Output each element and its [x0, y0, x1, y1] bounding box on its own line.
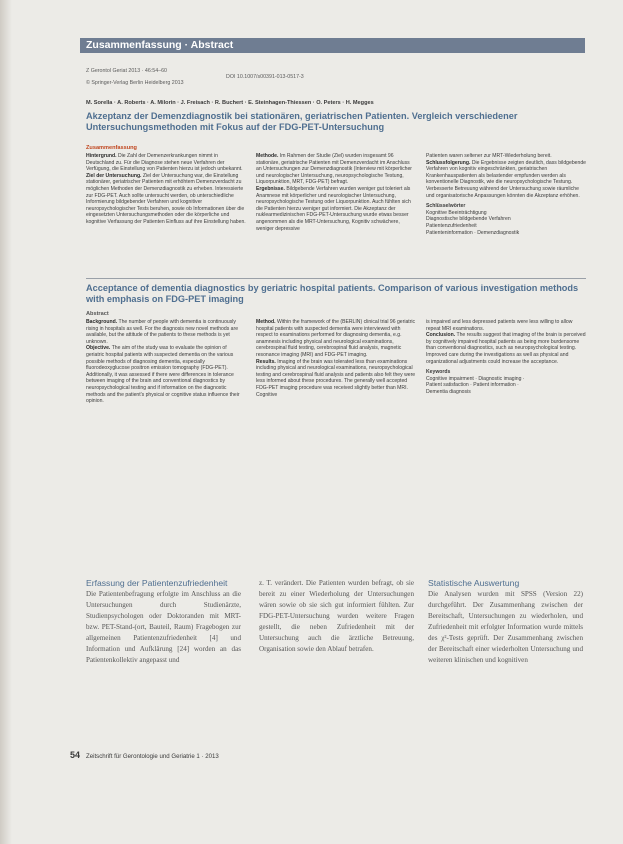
paragraph: Ergebnisse. Bildgebende Verfahren wurden weniger gut toleriert als Anamnese mit körperlicher und neurologischer Untersuchung, neuropsychologische Testung oder Liquorpunktion. Auch fühlten sich die Patienten hierzu weniger gut informiert. Die Akzeptanz der nuklearmedizinischen FDG-PET-Untersuchung wurde etwas besser angenommen als die MRT-Untersuchung, Kognitiv schwächere, weniger depressive [256, 185, 411, 232]
keyword-line: Cognitive impairment · Diagnostic imaging · [426, 375, 525, 382]
keyword-line: Diagnostische bildgebende Verfahren [426, 216, 511, 223]
paragraph: Ziel der Untersuchung. Ziel der Untersuchung war, die Einstellung stationärer, geriatrischer Patienten mit erhöhtem Demenzverdacht zu möglichen Methoden der Demenzdiagnostik zu erheben. Interessierte zur FDG-PET. Auch sollte untersucht werden, ob unterschiedliche Informierung bildgebender Verfahren und kognitiver neuropsychologischer Tests beruhen, sowie ob Informationen über die eingesetzten Untersuchungsmethoden oder die körperliche und kognitive Verfassung der Patienten Einfluss auf ihre Einstellung haben. [86, 172, 246, 225]
english-abstract-col-1 [86, 319, 246, 454]
paragraph: is impaired and less depressed patients were less willing to allow repeat MRI examinations. [426, 319, 573, 332]
english-section-heading: Abstract [86, 311, 109, 317]
keyword-line: Kognitive Beeinträchtigung [426, 209, 487, 216]
paragraph: Methode. Im Rahmen der Studie (Ziel) wurden insgesamt 96 stationäre, geriatrische Patienten mit Demenzverdacht im Anschluss an Untersuchungen zur Demenzdiagnostik (Interview mit körperlicher und neurologischer Untersuchung, neuropsychologische Testung, Liquorpunktion, MRT, FDG-PET) befragt. [256, 153, 412, 186]
body-heading: Statistische Auswertung [428, 578, 520, 588]
body-col-1 [86, 578, 241, 738]
paragraph: Background. The number of people with dementia is continuously rising in hospitals as well. For the diagnosis new novel methods are available, but the attitude of the patients to these methods is yet unknown. [86, 319, 239, 345]
paragraph: Results. Imaging of the brain was tolerated less than examinations including physical and neurological examinations, neuropsychological testing and cerebrospinal fluid analysis and patients also felt they were less informed about these procedures. The generally well accepted FDG-PET imaging procedure was received slightly better than MRI. Cognitive [256, 358, 416, 398]
author-list: M. Sorella · A. Roberts · A. Milorin · J. Freisach · R. Buchert · E. Steinhagen-Thiessen · O. Peters · H. Megges [86, 100, 374, 106]
body-paragraph: Die Analysen wurden mit SPSS (Version 22) durchgeführt. Der Zusammenhang zwischen der Bereitschaft, Untersuchungen zu wiederholen, und Zufriedenheit mit erfolgter Information wurde mittels des χ²-Tests geprüft. Der Zusammenhang zwischen der Bereitschaft einer wiederholten Untersuchung und weiteren klinischen und kognitiven [428, 590, 583, 664]
body-paragraph: z. T. verändert. Die Patienten wurden befragt, ob sie bereit zu einer Wiederholung der Untersuchungen wären sowie ob sie sich gut informiert fühlten. Zur FDG-PET-Untersuchung wurden weitere Fragen gestellt, die neben Zufriedenheit mit der Untersuchung auch die ärztliche Betreuung, Organisation sowie den Ablauf betrafen. [259, 579, 414, 653]
body-heading: Erfassung der Patientenzufriedenheit [86, 578, 228, 588]
english-abstract-col-3 [426, 319, 586, 454]
keywords-heading: Schlüsselwörter [426, 203, 466, 210]
paragraph: Conclusion. The results suggest that imaging of the brain is perceived by cognitively impaired hospital patients as being more burdensome than conventional diagnostics, such as neuropsychological testing. Improved care during the investigations as well as physical and organizational adjustments could increase the acceptance. [426, 332, 586, 365]
page-footer [70, 750, 219, 760]
body-col-3 [428, 578, 583, 738]
page-number: 54 [70, 750, 81, 760]
keyword-line: Patienteninformation · Demenzdiagnostik [426, 229, 520, 236]
header-band-title: Zusammenfassung · Abstract [86, 39, 234, 51]
paragraph: Method. Within the framework of the (BERLIN) clinical trial 96 geriatric hospital patients with suspected dementia were interviewed with respect to examinations performed for diagnosing dementia, e.g. anamnesis including physical and neurological examinations, cerebrospinal fluid testing, cerebrospinal fluid analysis, magnetic resonance imaging (MRI) and FDG-PET imaging. [256, 319, 416, 358]
page-shadow [0, 0, 12, 844]
paragraph: Hintergrund. Die Zahl der Demenzerkrankungen nimmt in Deutschland zu. Für die Diagnose stehen neue Verfahren der Verfügung, die Einstellung von Patienten hierzu ist jedoch unbekannt. [86, 153, 243, 173]
paragraph: Objective. The aim of the study was to evaluate the opinion of geriatric hospital patients with suspected dementia on the various possible methods of diagnosing dementia, especially fluorodeoxyglucose positron emission tomography (FDG-PET). Additionally, it was assessed if there were differences in tolerance between imaging of the brain and conventional diagnostics by neuropsychological testing and if information on the diagnostic methods and the patient's physical or cognitive status influence their opinion. [86, 345, 240, 405]
keyword-line: Patientenzufriedenheit [426, 222, 477, 229]
keyword-line: Patient satisfaction · Patient information · [426, 382, 519, 389]
german-section-heading: Zusammenfassung [86, 145, 137, 151]
journal-name: Zeitschrift für Gerontologie und Geriatrie 1 · 2013 [86, 753, 219, 760]
german-title: Akzeptanz der Demenzdiagnostik bei stationären, geriatrischen Patienten. Vergleich verschiedener Untersuchungsmethoden mit Fokus auf der FDG-PET-Untersuchung [86, 111, 518, 132]
keyword-line: Dementia diagnosis [426, 388, 471, 395]
meta-citation: Z Gerontol Geriat 2013 · 46:54–60 [86, 68, 167, 74]
body-paragraph: Die Patientenbefragung erfolgte im Anschluss an die Untersuchungen durch Studienärzte, Studienpsychologen oder Doktoranden mit MRT- bzw. PET-Stand-(ort, Bauteil, Raum) Fragebogen zur allgemeinen Patientenzufriedenheit [4] und Information und Aufklärung [24] worden an das Patientenkollektiv angepasst und [86, 590, 241, 664]
english-title: Acceptance of dementia diagnostics by geriatric hospital patients. Comparison of various investigation methods with emphasis on FDG-PET imaging [86, 283, 579, 304]
paragraph: Schlussfolgerung. Die Ergebnisse zeigten deutlich, dass bildgebende Verfahren von kognitiv eingeschränkten, geriatrischen Krankenhauspatienten als belastender empfunden werden als konventionelle Diagnostik, wie die neuropsychologische Testung. Verbesserte Betreuung während der Untersuchung sowie räumliche und organisatorische Anpassungen könnten die Akzeptanz erhöhen. [426, 159, 586, 199]
english-abstract-col-2 [256, 319, 416, 454]
german-abstract-col-3 [426, 153, 586, 273]
meta-copyright: © Springer-Verlag Berlin Heidelberg 2013 [86, 80, 184, 86]
german-abstract-col-1 [86, 153, 246, 273]
keywords-heading: Keywords [426, 369, 451, 376]
meta-doi: DOI 10.1007/s00391-013-0517-3 [226, 74, 304, 80]
header-band [80, 38, 585, 53]
section-divider [86, 278, 586, 279]
german-abstract-col-2 [256, 153, 416, 273]
paragraph: Patienten waren seltener zur MRT-Wiederholung bereit. [426, 153, 552, 159]
body-col-2 [259, 578, 414, 738]
